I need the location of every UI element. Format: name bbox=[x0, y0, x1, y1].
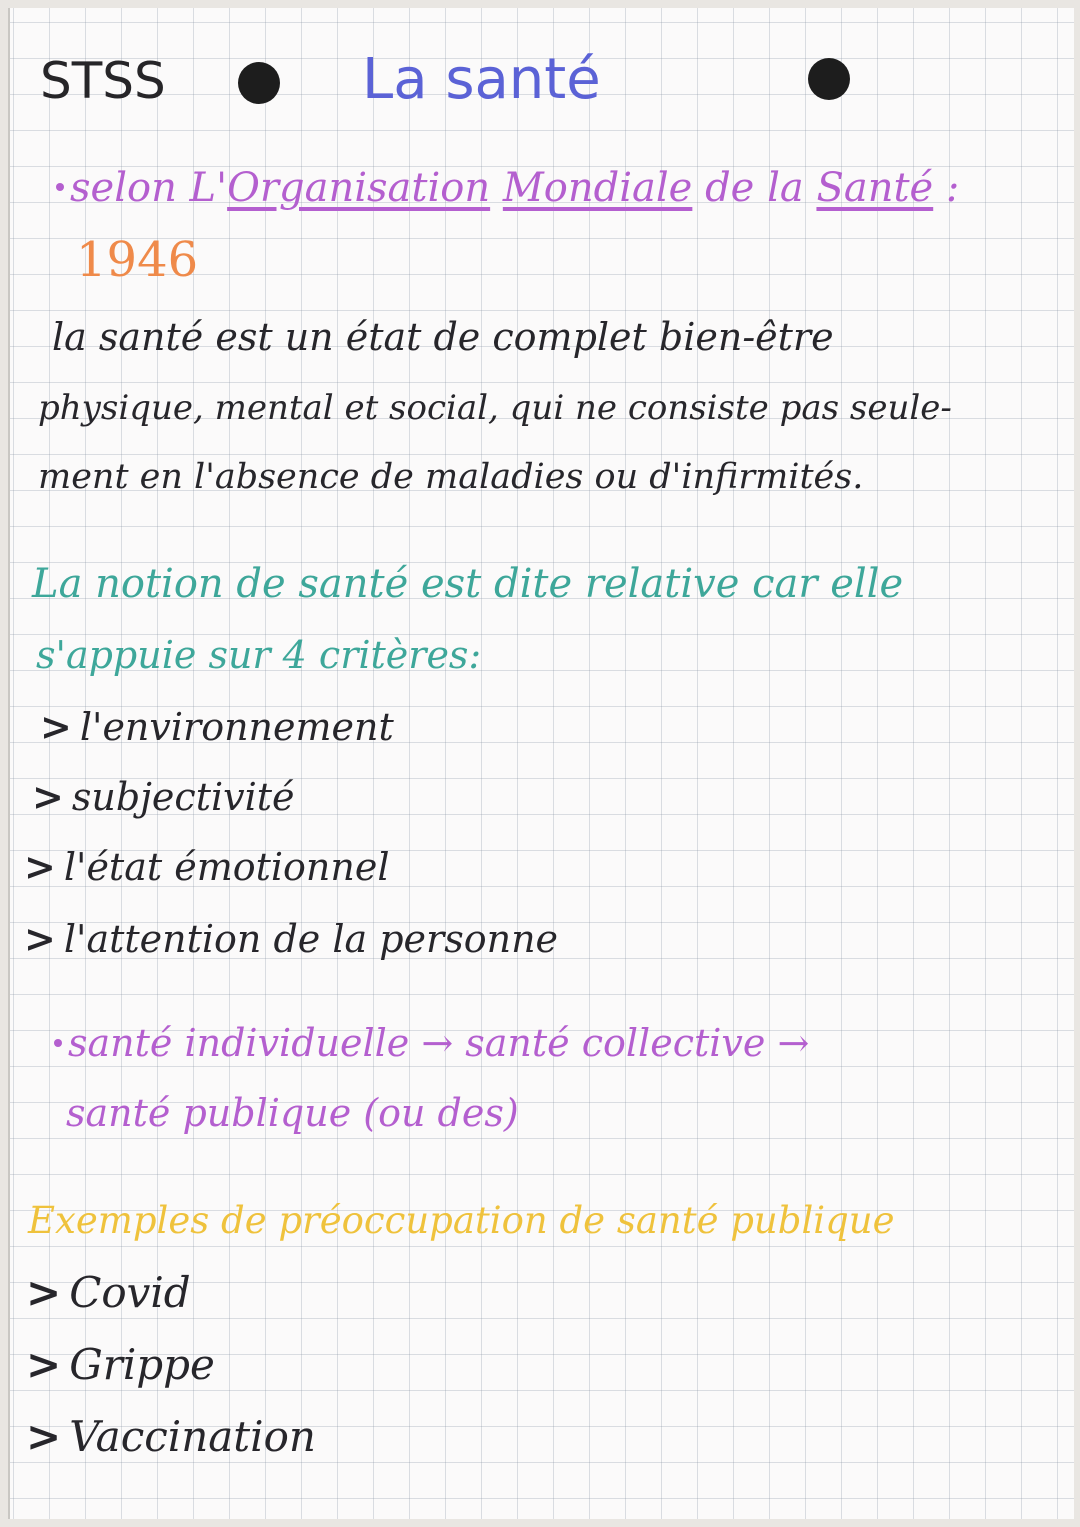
progression-line-1: santé individuelle → santé collective → bbox=[54, 1024, 809, 1062]
who-source-line: selon L'Organisation Mondiale de la Santé : bbox=[56, 168, 959, 208]
criterion-item: > l'état émotionnel bbox=[24, 844, 390, 889]
binder-hole-right bbox=[808, 58, 850, 100]
criterion-item: > l'environnement bbox=[40, 704, 394, 749]
chevron-right-icon: > bbox=[26, 1340, 62, 1389]
relative-notion-line-1: La notion de santé est dite relative car elle bbox=[32, 561, 904, 607]
example-item: > Vaccination bbox=[26, 1412, 316, 1461]
public-health-heading: Exemples de préoccupation de santé publique bbox=[28, 1199, 895, 1242]
chevron-right-icon: > bbox=[40, 704, 72, 749]
criterion-item: > l'attention de la personne bbox=[24, 916, 559, 961]
example-item: > Grippe bbox=[26, 1340, 215, 1389]
who-year: 1946 bbox=[76, 232, 199, 288]
subject-label: STSS bbox=[40, 52, 166, 110]
relative-notion-line-2: s'appuie sur 4 critères: bbox=[36, 633, 482, 677]
criterion-item: > subjectivité bbox=[32, 774, 295, 819]
chevron-right-icon: > bbox=[24, 916, 56, 961]
bullet-dot-icon bbox=[54, 1039, 62, 1047]
definition-line-3: ment en l'absence de maladies ou d'infirmités. bbox=[38, 457, 864, 497]
bullet-dot-icon bbox=[56, 183, 64, 191]
definition-line-2: physique, mental et social, qui ne consiste pas seule- bbox=[38, 388, 952, 428]
chevron-right-icon: > bbox=[26, 1268, 62, 1317]
page-title: La santé bbox=[362, 47, 601, 112]
chevron-right-icon: > bbox=[26, 1412, 62, 1461]
progression-line-2: santé publique (ou des) bbox=[66, 1091, 519, 1135]
definition-line-1: la santé est un état de complet bien-être bbox=[52, 315, 834, 359]
notebook-page bbox=[8, 8, 1074, 1519]
binder-hole-left bbox=[238, 62, 280, 104]
chevron-right-icon: > bbox=[24, 844, 56, 889]
example-item: > Covid bbox=[26, 1268, 191, 1317]
chevron-right-icon: > bbox=[32, 774, 64, 819]
